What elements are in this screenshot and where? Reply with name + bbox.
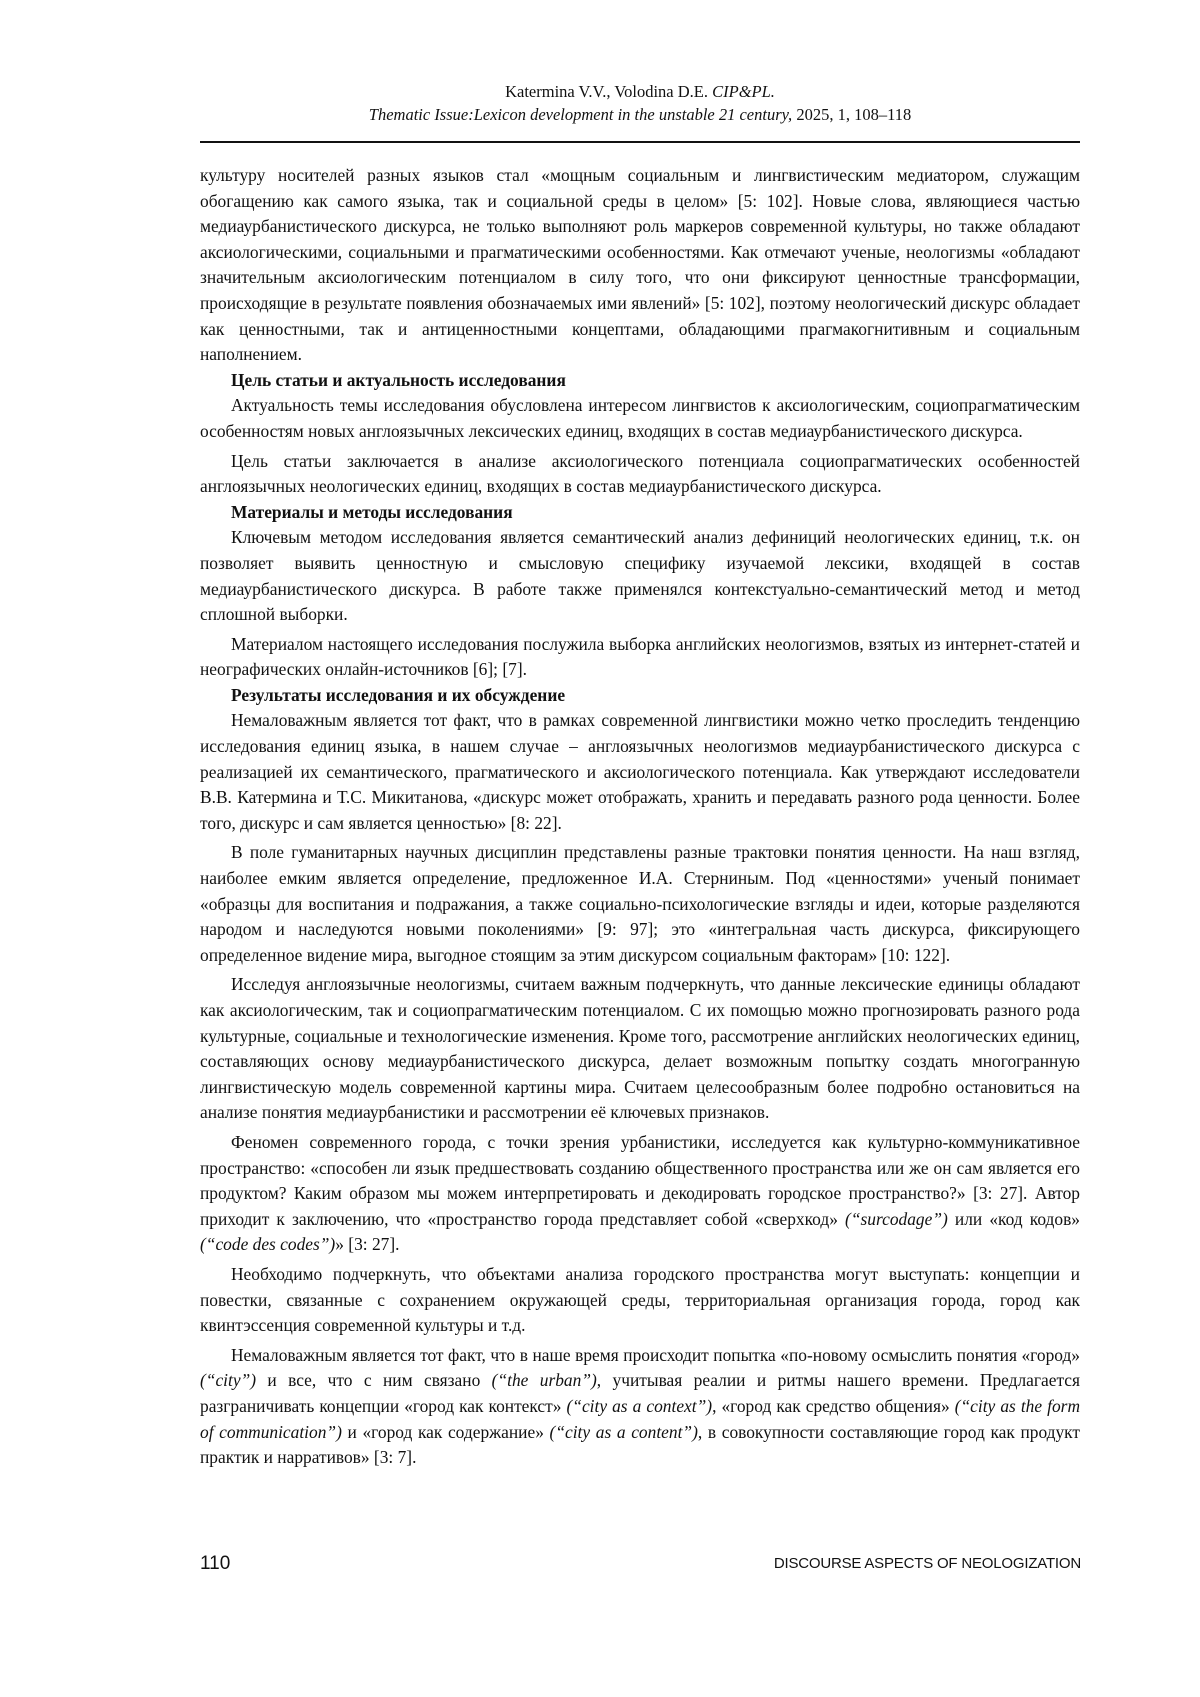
text-run: , «город как средство общения» <box>712 1395 955 1416</box>
paragraph: Немаловажным является тот факт, что в рамках современной лингвистики можно четко проследить тенденцию исследования единиц языка, в нашем случае – англоязычных неологизмов медиаурбанистического дискурса с реализацией их семантического, прагматического и аксиологического потенциала. Как утверждают исследователи В.В. Катермина и Т.С. Микитанова, «дискурс может отображать, хранить и передавать разного рода ценности. Более того, дискурс и сам является ценностью» [8: 22]. <box>200 710 1080 833</box>
text-run: и все, что с ним связано <box>256 1370 492 1391</box>
header-rule <box>200 141 1080 143</box>
running-header <box>200 80 1080 126</box>
paragraph: Ключевым методом исследования является семантический анализ дефиниций неологических единиц, т.к. он позволяет выявить ценностную и смысловую специфику изучаемой лексики, входящей в состав медиаурбанистического дискурса. В работе также применялся контекстуально-семантический метод и метод сплошной выборки. <box>200 527 1080 625</box>
paragraph <box>200 1343 1080 1471</box>
text-run: , в совокупности составляющие город как продукт практик и нарративов» [3: 7]. <box>200 1421 1081 1468</box>
section-heading-results: Результаты исследования и их обсуждение <box>231 684 566 705</box>
header-issue-title: Thematic Issue:Lexicon development in the unstable 21 century, <box>368 105 793 124</box>
paragraph: Исследуя англоязычные неологизмы, считаем важным подчеркнуть, что данные лексические единицы обладают как аксиологическим, так и социопрагматическим потенциалом. С их помощью можно прогнозировать разного рода культурные, социальные и технологические изменения. Кроме того, рассмотрение английских неологических единиц, составляющих основу медиаурбанистического дискурса, делает возможным попытку создать многогранную лингвистическую модель современной картины мира. Считаем целесообразным более подробно остановиться на анализе понятия медиаурбанистики и рассмотрении её ключевых признаков. <box>200 974 1080 1123</box>
italic-term: (“city as a context”) <box>566 1395 713 1416</box>
paragraph: Материалом настоящего исследования послужила выборка английских неологизмов, взятых из интернет-статей и неографических онлайн-источников [6]; [7]. <box>200 633 1080 680</box>
header-authors: Katermina V.V., Volodina D.E. <box>505 82 708 101</box>
paragraph: Актуальность темы исследования обусловлена интересом лингвистов к аксиологическим, социопрагматическим особенностям новых англоязычных лексических единиц, входящих в состав медиаурбанистического дискурса. <box>200 395 1080 441</box>
paragraph: Цель статьи заключается в анализе аксиологического потенциала социопрагматических особенностей англоязычных неологических единиц, входящих в состав медиаурбанистического дискурса. <box>200 450 1080 497</box>
page-number: 110 <box>200 1553 231 1574</box>
header-journal: CIP&PL. <box>712 82 775 101</box>
header-issue-details: 2025, 1, 108–118 <box>796 105 912 124</box>
italic-term: (“code des codes”) <box>200 1234 336 1255</box>
text-run: Немаловажным является тот факт, что в наше время происходит попытка «по-новому осмыслить понятия «город» <box>231 1344 1080 1365</box>
text-run: , учитывая реалии и ритмы нашего времени. Предлагается разграничивать концепции «город как контекст» <box>200 1370 1080 1416</box>
paragraph: Необходимо подчеркнуть, что объектами анализа городского пространства могут выступать: концепции и повестки, связанные с сохранением окружающей среды, территориальная организация города, город как квинтэссенция современной культуры и т.д. <box>200 1263 1080 1336</box>
running-footer-title: DISCOURSE ASPECTS OF NEOLOGIZATION <box>773 1555 1081 1572</box>
paragraph: культуру носителей разных языков стал «мощным социальным и лингвистическим медиатором, служащим обогащению как самого языка, так и социальной среды в целом» [5: 102]. Новые слова, являющиеся частью медиаурбанистического дискурса, не только выполняют роль маркеров современной культуры, но также обладают аксиологическими, социальными и прагматическими особенностями. Как отмечают ученые, неологизмы «обладают значительным аксиологическим потенциалом в силу того, что они фиксируют ценностные трансформации, происходящие в результате появления обозначаемых ими явлений» [5: 102], поэтому неологический дискурс обладает как ценностными, так и антиценностными концептами, обладающими прагмакогнитивным и социальным наполнением. <box>200 165 1080 365</box>
article-body <box>200 163 1080 1471</box>
section-heading-methods: Материалы и методы исследования <box>231 501 513 522</box>
text-run: » [3: 27]. <box>335 1234 400 1255</box>
text-run: Феномен современного города, с точки зрения урбанистики, исследуется как культурно-коммуникативное пространство: «способен ли язык предшествовать созданию общественного пространства или же он сам является его продуктом? Каким образом мы можем интерпретировать и декодировать городское пространство?» [3: 27]. Автор приходит к заключению, что «пространство города представляет собой «сверхкод» <box>200 1131 1080 1229</box>
text-run: и «город как содержание» <box>341 1421 550 1442</box>
italic-term: (“city as a content”) <box>549 1421 698 1442</box>
paragraph <box>200 1130 1080 1258</box>
paragraph: В поле гуманитарных научных дисциплин представлены разные трактовки понятия ценности. На наш взгляд, наиболее емким является определение, предложенное И.А. Стерниным. Под «ценностями» ученый понимает «образцы для воспитания и подражания, а также социально-психологические взгляды и идеи, которые разделяются народом и наследуются новыми поколениями» [9: 97]; это «интегральная часть дискурса, фиксирующего определенное видение мира, выгодное стоящим за этим дискурсом социальным факторам» [10: 122]. <box>200 842 1080 965</box>
text-run: или «код кодов» <box>947 1208 1080 1229</box>
header-issue-line <box>200 103 1080 126</box>
italic-term: (“surcodage”) <box>845 1208 948 1229</box>
section-heading-aim: Цель статьи и актуальность исследования <box>231 369 566 390</box>
italic-term: (“the urban”) <box>491 1370 597 1391</box>
italic-term: (“city”) <box>200 1370 257 1391</box>
italic-term: (“city as the form of communication”) <box>200 1395 1080 1442</box>
header-citation-line <box>200 80 1080 103</box>
